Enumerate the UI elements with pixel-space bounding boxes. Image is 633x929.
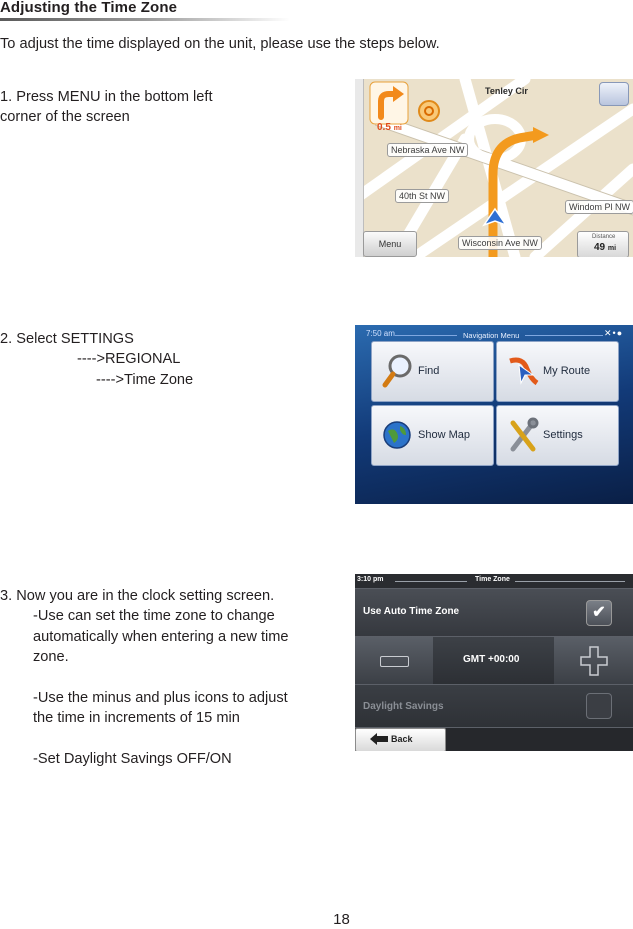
turn-distance [377, 122, 402, 133]
gps-status-icon: ✕•● [604, 328, 624, 338]
route-icon [507, 353, 539, 389]
step-1-line: 1. Press MENU in the bottom left [0, 89, 213, 105]
intro-text: To adjust the time displayed on the unit, please use the steps below. [0, 36, 440, 52]
menu-button[interactable]: Menu [363, 231, 417, 257]
back-label: Back [391, 734, 413, 744]
step-2-line: 2. Select SETTINGS [0, 331, 134, 347]
daylight-savings-checkbox[interactable] [586, 693, 612, 719]
step-3-bullet: -Set Daylight Savings OFF/ON [33, 751, 232, 768]
distance-value [594, 242, 616, 253]
map-scale-bar [355, 79, 364, 257]
distance-label: Distance [592, 234, 616, 240]
step-3-bullet: -Use can set the time zone to change [33, 608, 275, 625]
tools-icon [507, 417, 539, 453]
title-underline [0, 18, 290, 21]
plus-button[interactable] [554, 637, 633, 685]
gmt-offset-row [355, 636, 633, 685]
tz-clock: 3:10 pm [357, 576, 384, 583]
my-route-tile[interactable] [496, 341, 619, 402]
magnifier-icon [382, 353, 414, 389]
back-arrow-icon [370, 733, 388, 745]
step-3-bullet: zone. [33, 649, 69, 666]
navigation-menu-screenshot [355, 325, 633, 504]
back-row [355, 727, 633, 751]
find-tile[interactable] [371, 341, 494, 402]
tz-title: Time Zone [475, 576, 510, 583]
distance-number: 49 [594, 242, 606, 253]
daylight-savings-row[interactable] [355, 684, 633, 728]
show-map-tile[interactable] [371, 405, 494, 466]
settings-label: Settings [543, 429, 583, 441]
nav-clock: 7:50 am [366, 329, 395, 338]
show-map-label: Show Map [418, 429, 470, 441]
step-3-text [0, 586, 330, 770]
my-route-label: My Route [543, 365, 591, 377]
minus-icon [380, 656, 409, 667]
settings-tile[interactable] [496, 405, 619, 466]
turn-distance-unit: mi [393, 125, 402, 132]
step-3-bullet: automatically when entering a new time [33, 628, 289, 645]
page-number: 18 [333, 911, 350, 928]
street-label: Windom Pl NW [565, 200, 633, 214]
step-2-line: ---->REGIONAL [77, 351, 181, 368]
current-street: Tenley Cir [485, 86, 528, 96]
auto-time-zone-label: Use Auto Time Zone [363, 606, 460, 617]
distance-unit: mi [607, 245, 617, 252]
nav-menu-title: Navigation Menu [463, 331, 520, 340]
roundabout-icon [417, 99, 441, 123]
step-1-text [0, 87, 270, 128]
find-label: Find [418, 365, 440, 377]
step-1-line: corner of the screen [0, 109, 130, 126]
step-3-bullet: -Use the minus and plus icons to adjust [33, 690, 288, 707]
step-3-bullet: the time in increments of 15 min [33, 710, 240, 727]
map-screenshot [355, 79, 633, 257]
minus-button[interactable] [355, 637, 433, 685]
step-2-text [0, 329, 260, 390]
auto-time-zone-checkbox[interactable]: ✔ [586, 600, 612, 626]
plus-icon [580, 646, 608, 676]
time-zone-screenshot [355, 574, 633, 751]
street-label: 40th St NW [395, 189, 449, 203]
daylight-savings-label: Daylight Savings [363, 701, 444, 712]
distance-box[interactable] [577, 231, 629, 257]
step-3-heading: 3. Now you are in the clock setting screen. [0, 588, 275, 604]
gmt-offset-value: GMT +00:00 [463, 654, 520, 665]
page-title: Adjusting the Time Zone [0, 0, 178, 16]
turn-distance-value: 0.5 [377, 122, 391, 133]
step-2-line: ---->Time Zone [96, 371, 194, 388]
view-toggle-button[interactable] [599, 82, 629, 106]
auto-time-zone-row[interactable] [355, 588, 633, 637]
street-label: Nebraska Ave NW [387, 143, 468, 157]
back-button[interactable] [355, 728, 446, 751]
street-label: Wisconsin Ave NW [458, 236, 542, 250]
globe-icon [382, 417, 414, 453]
tz-status-bar [355, 574, 633, 588]
